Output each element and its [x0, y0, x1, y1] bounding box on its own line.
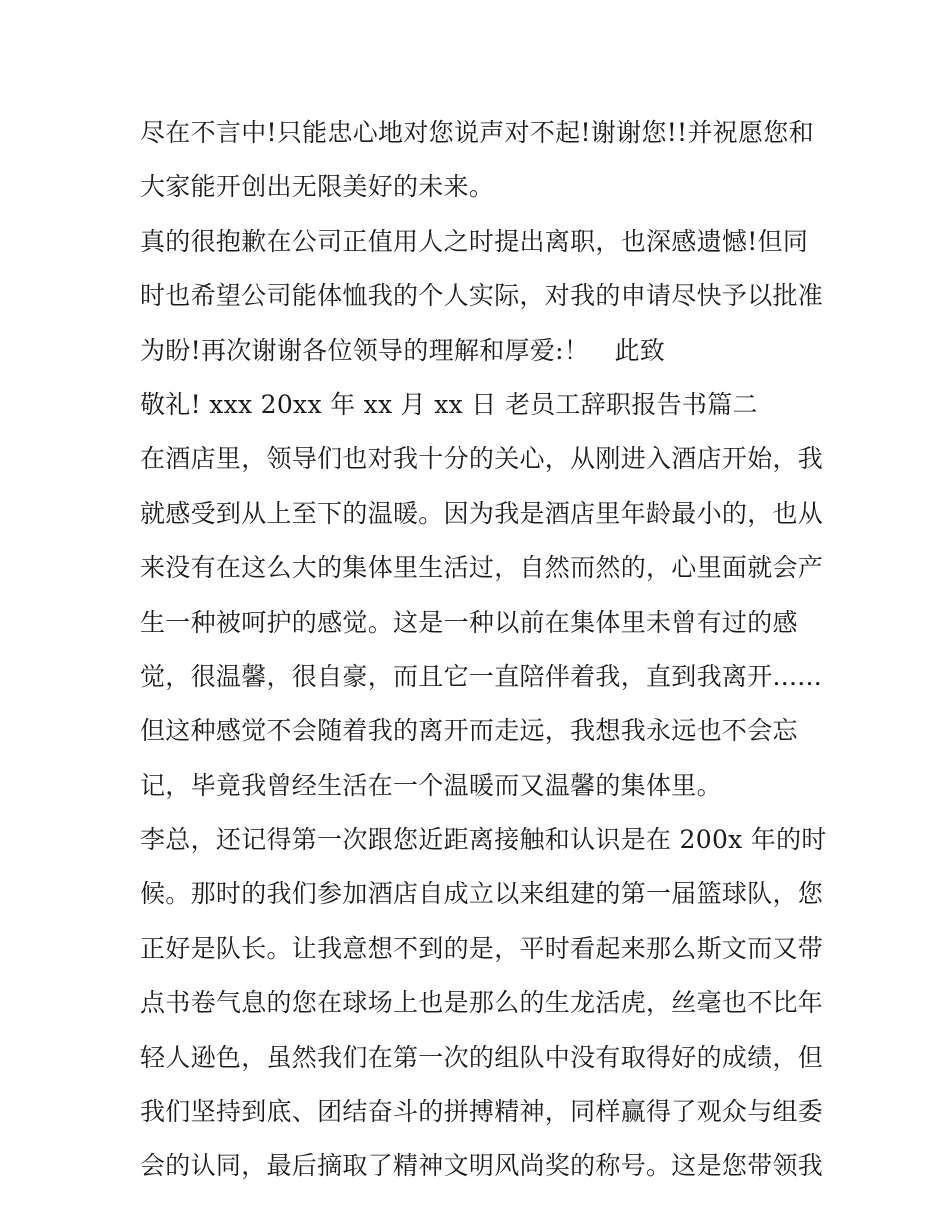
- text-line: 尽在不言中!只能忠心地对您说声对不起!谢谢您!!并祝愿您和: [140, 118, 814, 147]
- text-line: 生一种被呵护的感觉。这是一种以前在集体里未曾有过的感: [140, 607, 798, 637]
- body-text: [140, 106, 827, 1194]
- text-line: 李总，还记得第一次跟您近距离接触和认识是在 200x 年的时: [140, 825, 827, 855]
- text-line: 记，毕竟我曾经生活在一个温暖而又温馨的集体里。: [140, 770, 722, 800]
- text-line: 正好是队长。让我意想不到的是，平时看起来那么斯文而又带: [140, 933, 824, 963]
- text-line: 候。那时的我们参加酒店自成立以来组建的第一届篮球队，您: [140, 879, 824, 909]
- text-line: 点书卷气息的您在球场上也是那么的生龙活虎，丝毫也不比年: [140, 988, 824, 1018]
- text-line: 觉，很温馨，很自豪，而且它一直陪伴着我，直到我离开......: [140, 661, 822, 691]
- text-line: 轻人逊色，虽然我们在第一次的组队中没有取得好的成绩，但: [140, 1042, 824, 1072]
- text-line: 为盼!再次谢谢各位领导的理解和厚爱:！ 此致: [140, 335, 666, 365]
- text-line: 时也希望公司能体恤我的个人实际，对我的申请尽快予以批准: [140, 281, 824, 311]
- text-line: 真的很抱歉在公司正值用人之时提出离职，也深感遗憾!但同: [140, 226, 809, 256]
- text-line: 会的认同，最后摘取了精神文明风尚奖的称号。这是您带领我: [140, 1151, 824, 1181]
- text-line: 但这种感觉不会随着我的离开而走远，我想我永远也不会忘: [140, 716, 798, 746]
- text-line: 我们坚持到底、团结奋斗的拼搏精神，同样赢得了观众与组委: [140, 1097, 824, 1127]
- text-line: 大家能开创出无限美好的未来。: [140, 172, 495, 202]
- text-line: 敬礼! xxx 20xx 年 xx 月 xx 日 老员工辞职报告书篇二: [140, 389, 758, 419]
- text-line: 在酒店里，领导们也对我十分的关心，从刚进入酒店开始，我: [140, 444, 824, 474]
- text-line: 来没有在这么大的集体里生活过，自然而然的，心里面就会产: [140, 553, 824, 583]
- text-line: 就感受到从上至下的温暖。因为我是酒店里年龄最小的，也从: [140, 498, 824, 528]
